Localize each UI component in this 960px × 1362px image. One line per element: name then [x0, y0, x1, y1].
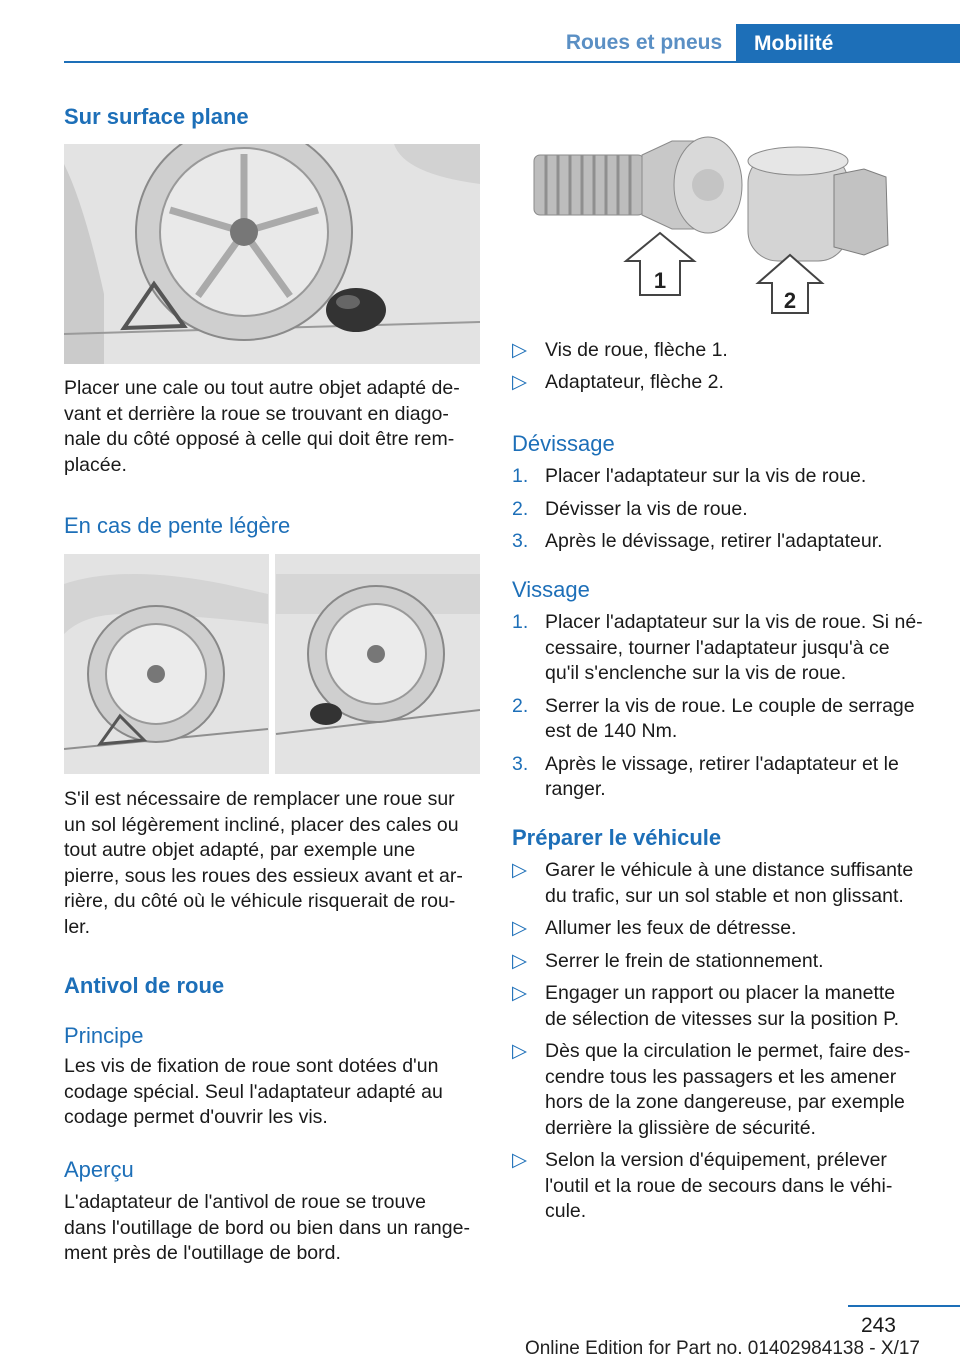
text-line: de sélection de vitesses sur la position P.: [545, 1007, 900, 1030]
arrow-label-1: 1: [653, 268, 667, 293]
bullet-icon: ▷: [512, 339, 527, 361]
text-line: S'il est nécessaire de remplacer une roue sur: [64, 788, 455, 810]
list-item: [512, 370, 932, 396]
heading-wheel-lock: Antivol de roue: [64, 973, 225, 998]
text-line: Allumer les feux de détresse.: [545, 917, 797, 939]
step-number: 3.: [512, 752, 529, 775]
paragraph-principle: [64, 1054, 484, 1131]
page-number: 243: [860, 1314, 896, 1337]
steps-screwing: [512, 610, 932, 803]
text-line: ranger.: [545, 778, 606, 800]
text-line: codage spécial. Seul l'adaptateur adapté au: [64, 1080, 443, 1103]
bullet-icon: ▷: [512, 859, 527, 881]
step-number: 3.: [512, 530, 529, 552]
list-item: [512, 1039, 932, 1141]
step-number: 2.: [512, 497, 529, 520]
text-line: codage permet d'ouvrir les vis.: [64, 1106, 328, 1128]
bullet-icon: ▷: [512, 949, 527, 972]
footer-rule: [848, 1305, 960, 1307]
text-line: derrière la glissière de sécurité.: [545, 1116, 816, 1139]
text-line: L'adaptateur de l'antivol de roue se trouve: [64, 1191, 426, 1213]
text-line: un sol légèrement incliné, placer des cales ou: [64, 813, 459, 836]
list-item: [512, 858, 932, 909]
text-line: Les vis de fixation de roue sont dotées d'un: [64, 1055, 439, 1077]
steps-unscrewing: [512, 464, 932, 555]
heading-screwing: Vissage: [512, 577, 590, 602]
bullets-prepare-vehicle: [512, 858, 932, 1225]
text-line: est de 140 Nm.: [545, 720, 678, 742]
list-item: [512, 529, 932, 555]
heading-overview: Aperçu: [64, 1157, 134, 1182]
list-item: [512, 497, 932, 523]
text-line: l'outil et la roue de secours dans le véhi-: [545, 1174, 893, 1197]
heading-slight-slope: En cas de pente légère: [64, 513, 291, 538]
bullet-icon: ▷: [512, 917, 527, 939]
text-line: ment près de l'outillage de bord.: [64, 1242, 341, 1264]
text-line: nale du côté opposé à celle qui doit être rem-: [64, 428, 455, 450]
text-line: dans l'outillage de bord ou bien dans un range-: [64, 1216, 470, 1239]
header-section-tab: Roues et pneus: [565, 30, 723, 54]
bullet-icon: ▷: [512, 982, 527, 1004]
paragraph-slight-slope: [64, 787, 480, 940]
list-item: [512, 610, 932, 687]
text-line: Adaptateur, flèche 2.: [545, 370, 724, 393]
list-item: [512, 949, 932, 975]
text-line: Serrer le frein de stationnement.: [545, 949, 824, 972]
header-chapter-tab: Mobilité: [736, 24, 960, 63]
text-line: Serrer la vis de roue. Le couple de serrage: [545, 694, 915, 717]
text-line: Après le vissage, retirer l'adaptateur et le: [545, 752, 899, 775]
text-line: cendre tous les passagers et les amener: [545, 1065, 897, 1088]
list-item: [512, 981, 932, 1032]
footer-edition: Online Edition for Part no. 01402984138 - X/17: [524, 1338, 920, 1359]
list-item: [512, 1148, 932, 1225]
text-line: vant et derrière la roue se trouvant en diago-: [64, 402, 449, 425]
text-line: Vis de roue, flèche 1.: [545, 339, 728, 361]
text-line: du trafic, sur un sol stable et non glissant.: [545, 884, 904, 907]
heading-prepare-vehicle: Préparer le véhicule: [512, 825, 722, 850]
text-line: Placer l'adaptateur sur la vis de roue.: [545, 465, 867, 487]
bullet-icon: ▷: [512, 1040, 527, 1062]
header-rule: [64, 61, 960, 63]
heading-flat-surface: Sur surface plane: [64, 104, 249, 129]
step-number: 2.: [512, 694, 529, 717]
heading-unscrewing: Dévissage: [512, 431, 615, 456]
step-number: 1.: [512, 465, 529, 487]
text-line: Placer l'adaptateur sur la vis de roue. Si né-: [545, 611, 923, 633]
text-line: Dévisser la vis de roue.: [545, 497, 748, 520]
text-line: Après le dévissage, retirer l'adaptateur.: [545, 530, 883, 552]
figure-legend-list: [512, 338, 932, 395]
text-line: tout autre objet adapté, par exemple une: [64, 839, 416, 861]
bullet-icon: ▷: [512, 1149, 527, 1171]
text-line: Garer le véhicule à une distance suffisante: [545, 859, 914, 881]
text-line: Dès que la circulation le permet, faire des-: [545, 1040, 911, 1062]
text-line: rière, du côté où le véhicule risquerait de rou-: [64, 890, 456, 912]
text-line: Engager un rapport ou placer la manette: [545, 982, 896, 1004]
text-line: qu'il s'enclenche sur la vis de roue.: [545, 662, 847, 684]
bullet-icon: ▷: [512, 370, 527, 393]
list-item: [512, 464, 932, 490]
text-line: ler.: [64, 915, 91, 938]
text-line: cessaire, tourner l'adaptateur jusqu'à ce: [545, 636, 890, 659]
text-line: Placer une cale ou tout autre objet adapté de-: [64, 377, 460, 399]
text-line: pierre, sous les roues des essieux avant et ar-: [64, 864, 463, 887]
paragraph-flat-surface: [64, 376, 480, 478]
list-item: [512, 694, 932, 745]
arrow-label-2: 2: [783, 288, 797, 313]
list-item: [512, 916, 932, 942]
text-line: cule.: [545, 1200, 587, 1222]
heading-principle: Principe: [64, 1023, 144, 1048]
text-line: hors de la zone dangereuse, par exemple: [545, 1091, 905, 1113]
figure-wheel-chock-slope: [64, 554, 480, 774]
text-line: placée.: [64, 453, 127, 476]
paragraph-overview: [64, 1190, 484, 1267]
list-item: [512, 338, 932, 364]
figure-wheel-chock-flat: [64, 144, 480, 364]
list-item: [512, 752, 932, 803]
step-number: 1.: [512, 611, 529, 633]
text-line: Selon la version d'équipement, prélever: [545, 1149, 887, 1171]
figure-wheel-bolt-adapter: [512, 125, 928, 325]
